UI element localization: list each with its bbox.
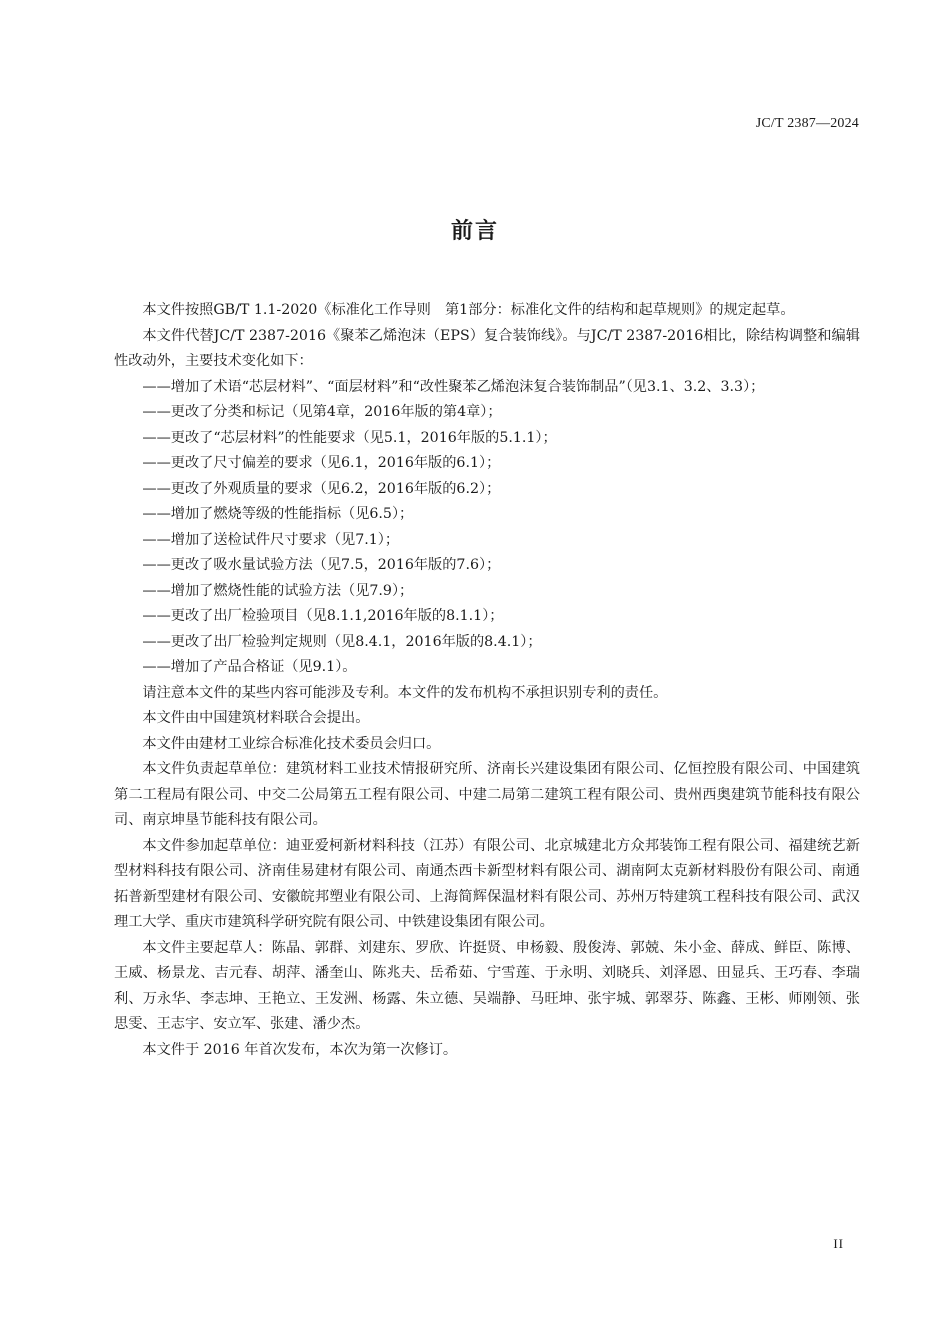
change-item: ——更改了出厂检验项目（见8.1.1,2016年版的8.1.1）； (142, 608, 504, 624)
change-item: ——增加了送检试件尺寸要求（见7.1）； (142, 531, 400, 548)
page-number: II (833, 1236, 844, 1251)
foreword-body (114, 298, 860, 1063)
paragraph-drafting-rules: 本文件按照GB/T 1.1-2020《标准化工作导则 第1部分：标准化文件的结构和起草规则》的规定起草。 (142, 302, 795, 318)
paragraph-proposer: 本文件由中国建筑材料联合会提出。 (142, 710, 370, 726)
change-item: ——更改了尺寸偏差的要求（见6.1，2016年版的6.1）； (142, 455, 501, 471)
paragraph-replacement: 本文件代替JC/T 2387-2016《聚苯乙烯泡沫（EPS）复合装饰线》。与JC/T 2387-2016相比，除结构调整和编辑性改动外，主要技术变化如下： (114, 327, 860, 369)
change-item: ——增加了产品合格证（见9.1）。 (142, 659, 357, 675)
change-item: ——更改了吸水量试验方法（见7.5，2016年版的7.6）； (142, 557, 501, 573)
page-title: 前言 (450, 219, 499, 244)
change-item: ——增加了术语“芯层材料”、“面层材料”和“改性聚苯乙烯泡沫复合装饰制品”（见3.1、3.2、3.3）； (142, 378, 765, 395)
paragraph-participating-drafters: 本文件参加起草单位：迪亚爱柯新材料科技（江苏）有限公司、北京城建北方众邦装饰工程有限公司、福建统艺新型材料科技有限公司、济南佳易建材有限公司、南通杰西卡新型材料有限公司、湖南阿太克新材料股份有限公司、南通拓普新型建材有限公司、安徽皖邦塑业有限公司、上海简辉保温材料有限公司、苏州万特建筑工程科技有限公司、武汉理工大学、重庆市建筑科学研究院有限公司、中铁建设集团有限公司。 (114, 837, 860, 930)
change-item: ——更改了分类和标记（见第4章，2016年版的第4章）； (142, 404, 502, 420)
change-item: ——更改了“芯层材料”的性能要求（见5.1，2016年版的5.1.1）； (142, 429, 557, 446)
paragraph-committee: 本文件由建材工业综合标准化技术委员会归口。 (142, 735, 441, 752)
technical-changes-list (114, 375, 860, 681)
change-item: ——更改了外观质量的要求（见6.2，2016年版的6.2）； (142, 480, 501, 497)
document-code: JC/T 2387—2024 (755, 116, 859, 131)
paragraph-main-drafters: 本文件主要起草人：陈晶、郭群、刘建东、罗欣、许挺贤、申杨毅、殷俊涛、郭兢、朱小金、薛成、鲜臣、陈博、王威、杨景龙、吉元春、胡萍、潘奎山、陈兆夫、岳希茹、宁雪莲、于永明、刘晓兵、刘泽恩、田显兵、王巧春、李瑞利、万永华、李志坤、王艳立、王发洲、杨露、朱立德、吴端静、马旺坤、张宇城、郭翠芬、陈鑫、王彬、师刚领、张思雯、王志宇、安立军、张建、潘少杰。 (114, 939, 860, 1032)
paragraph-publication-history: 本文件于 2016 年首次发布，本次为第一次修订。 (142, 1041, 458, 1058)
paragraph-patent-notice: 请注意本文件的某些内容可能涉及专利。本文件的发布机构不承担识别专利的责任。 (142, 684, 668, 701)
change-item: ——更改了出厂检验判定规则（见8.4.1，2016年版的8.4.1）； (142, 633, 542, 650)
paragraph-lead-drafters: 本文件负责起草单位：建筑材料工业技术情报研究所、济南长兴建设集团有限公司、亿恒控股有限公司、中国建筑第二工程局有限公司、中交二公局第五工程有限公司、中建二局第二建筑工程有限公司、贵州西奥建筑节能科技有限公司、南京坤垦节能科技有限公司。 (114, 761, 860, 828)
change-item: ——增加了燃烧等级的性能指标（见6.5）； (142, 506, 414, 522)
change-item: ——增加了燃烧性能的试验方法（见7.9）； (142, 582, 414, 599)
